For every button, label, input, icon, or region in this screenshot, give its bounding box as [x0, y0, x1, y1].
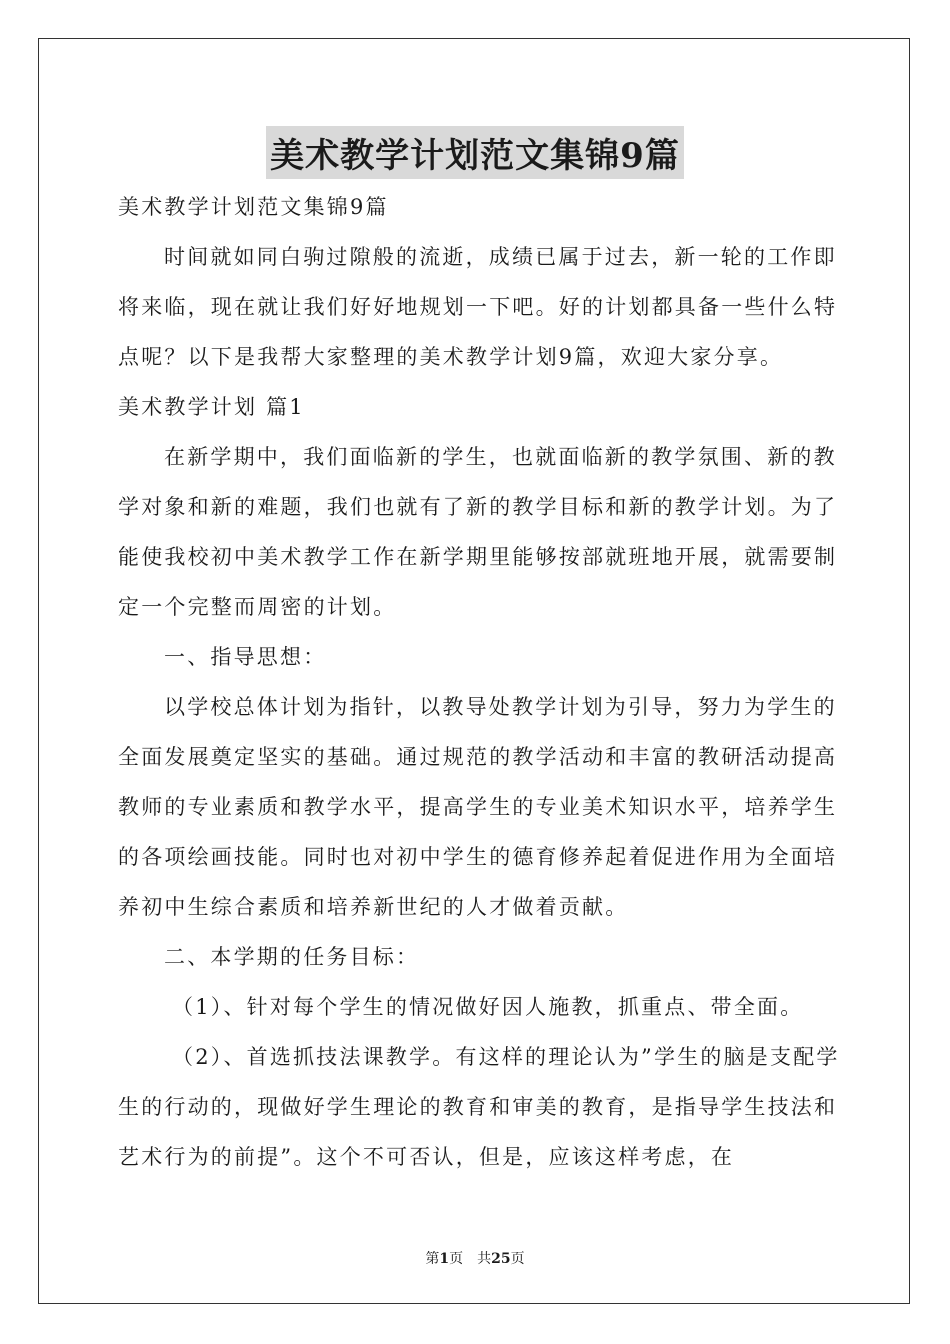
footer-prefix: 第: [425, 1251, 440, 1267]
intro-paragraph: 时间就如同白驹过隙般的流逝，成绩已属于过去，新一轮的工作即将来临，现在就让我们好好地规划一下吧。好的计划都具备一些什么特点呢？以下是我帮大家整理的美术教学计划9篇，欢迎大家分享。: [118, 245, 838, 369]
footer-suffix: 页: [510, 1251, 525, 1267]
page-total: 25: [491, 1251, 511, 1267]
document-title: 美术教学计划范文集锦9篇: [266, 126, 684, 179]
heading-task-goals: 二、本学期的任务目标：: [164, 945, 420, 969]
list-item-2: （2）、首选抓技法课教学。有这样的理论认为”学生的脑是支配学生的行动的，现做好学生理论的教育和审美的教育，是指导学生技法和艺术行为的前提”。这个不可否认，但是，应该这样考虑，在: [118, 1045, 840, 1169]
heading-guiding-thought: 一、指导思想：: [164, 645, 327, 669]
section-heading: 美术教学计划 篇1: [118, 395, 305, 419]
document-subtitle: 美术教学计划范文集锦9篇: [118, 195, 389, 219]
footer-mid: 页 共: [449, 1251, 492, 1267]
page-footer: [0, 1248, 950, 1268]
title-container: [0, 126, 950, 179]
document-body: [118, 182, 840, 1182]
paragraph-2: 以学校总体计划为指针，以教导处教学计划为引导，努力为学生的全面发展奠定坚实的基础。通过规范的教学活动和丰富的教研活动提高教师的专业素质和教学水平，提高学生的专业美术知识水平，培养学生的各项绘画技能。同时也对初中学生的德育修养起着促进作用为全面培养初中生综合素质和培养新世纪的人才做着贡献。: [118, 695, 838, 919]
paragraph-1: 在新学期中，我们面临新的学生，也就面临新的教学氛围、新的教学对象和新的难题，我们也就有了新的教学目标和新的教学计划。为了能使我校初中美术教学工作在新学期里能够按部就班地开展，就需要制定一个完整而周密的计划。: [118, 445, 838, 619]
page-number: 1: [439, 1251, 450, 1267]
list-item-1: （1）、针对每个学生的情况做好因人施教，抓重点、带全面。: [172, 995, 804, 1019]
